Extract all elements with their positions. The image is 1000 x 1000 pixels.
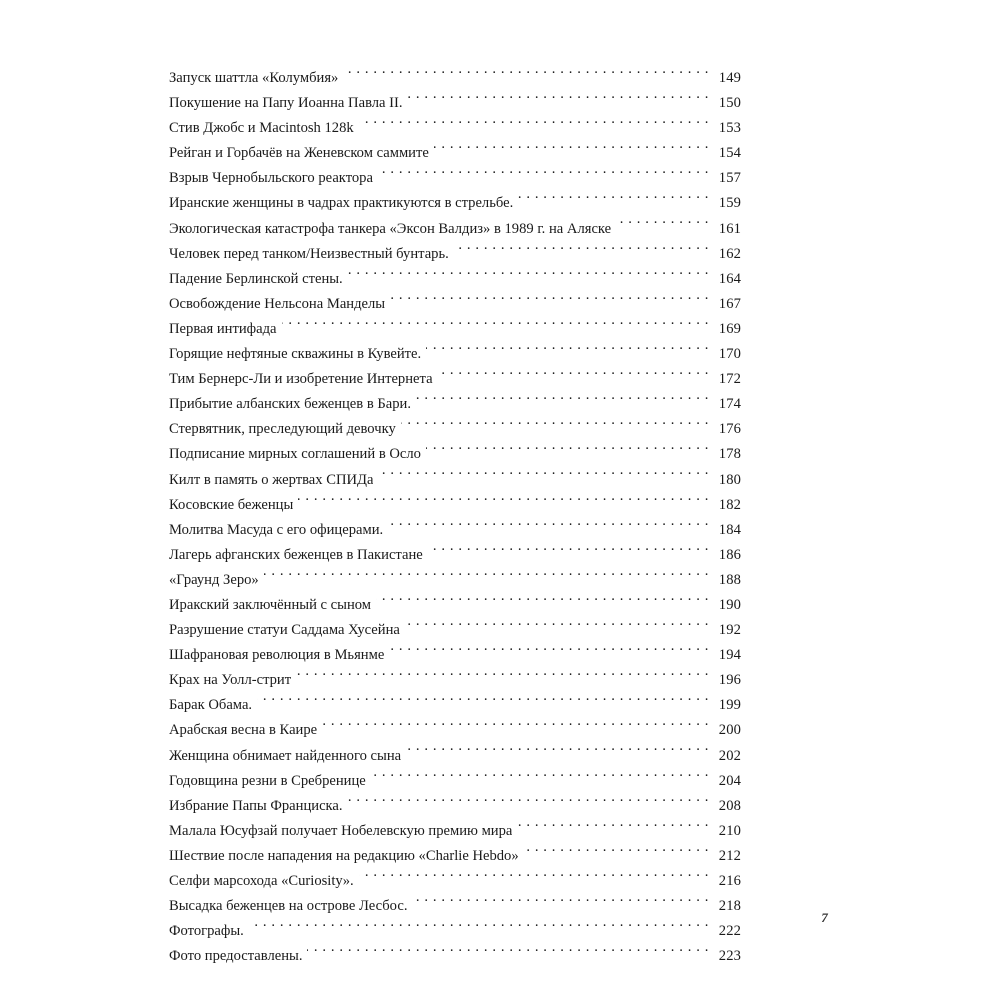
toc-entry-title: Годовщина резни в Сребренице: [169, 772, 366, 789]
toc-dot-leader: [322, 720, 709, 735]
toc-entry-title: Шествие после нападения на редакцию «Charlie Hebdo»: [169, 847, 519, 864]
toc-entry[interactable]: [169, 191, 741, 216]
toc-entry-page-number: 210: [718, 822, 741, 839]
toc-dot-leader: [416, 394, 709, 409]
toc-entry-page-number: 208: [718, 797, 741, 814]
toc-entry[interactable]: [169, 417, 741, 442]
toc-dot-leader: [371, 770, 709, 785]
toc-entry[interactable]: [169, 769, 741, 794]
toc-entry[interactable]: [169, 693, 741, 718]
toc-entry[interactable]: [169, 292, 741, 317]
toc-dot-leader: [348, 268, 709, 283]
toc-dot-leader: [434, 143, 709, 158]
toc-entry-page-number: 204: [718, 772, 741, 789]
toc-entry[interactable]: [169, 794, 741, 819]
toc-dot-leader: [257, 695, 709, 710]
toc-entry-title: Стив Джобс и Macintosh 128k: [169, 120, 354, 137]
toc-entry[interactable]: [169, 518, 741, 543]
toc-dot-leader: [517, 820, 709, 835]
toc-dot-leader: [454, 243, 709, 258]
toc-entry-page-number: 172: [718, 371, 741, 388]
toc-entry-title: Взрыв Чернобыльского реактора: [169, 170, 373, 187]
toc-entry-title: Покушение на Папу Иоанна Павла II.: [169, 95, 403, 112]
toc-entry-page-number: 167: [718, 295, 741, 312]
toc-entry[interactable]: [169, 844, 741, 869]
toc-dot-leader: [343, 67, 709, 82]
toc-entry-title: Разрушение статуи Саддама Хусейна: [169, 622, 400, 639]
toc-entry-page-number: 159: [718, 195, 741, 212]
toc-dot-leader: [406, 745, 709, 760]
toc-dot-leader: [616, 218, 709, 233]
toc-entry[interactable]: [169, 217, 741, 242]
toc-entry[interactable]: [169, 568, 741, 593]
toc-entry[interactable]: [169, 442, 741, 467]
toc-entry-title: Фотографы.: [169, 923, 244, 940]
toc-entry-title: Человек перед танком/Неизвестный бунтарь.: [169, 245, 449, 262]
toc-dot-leader: [390, 293, 709, 308]
toc-entry[interactable]: [169, 392, 741, 417]
toc-entry-title: Женщина обнимает найденного сына: [169, 747, 402, 764]
toc-entry-page-number: 196: [718, 672, 741, 689]
toc-dot-leader: [408, 93, 709, 108]
toc-entry-title: Экологическая катастрофа танкера «Эксон Валдиз» в 1989 г. на Аляске: [169, 220, 612, 237]
toc-entry-title: Иракский заключённый с сыном: [169, 596, 372, 613]
toc-entry-page-number: 184: [718, 521, 741, 538]
toc-entry-page-number: 192: [718, 622, 741, 639]
toc-entry[interactable]: [169, 242, 741, 267]
toc-dot-leader: [378, 469, 709, 484]
toc-entry-title: Освобождение Нельсона Манделы: [169, 295, 386, 312]
toc-dot-leader: [359, 870, 709, 885]
toc-entry-page-number: 212: [718, 847, 741, 864]
toc-entry-page-number: 153: [718, 120, 741, 137]
toc-entry-page-number: 188: [718, 571, 741, 588]
toc-entry-title: Рейган и Горбачёв на Женевском саммите: [169, 145, 429, 162]
toc-entry-title: Шафрановая революция в Мьянме: [169, 647, 385, 664]
toc-entry[interactable]: [169, 919, 741, 944]
toc-dot-leader: [518, 193, 709, 208]
toc-entry-page-number: 190: [718, 596, 741, 613]
toc-entry-page-number: 223: [718, 948, 741, 965]
toc-entry-page-number: 182: [718, 496, 741, 513]
toc-dot-leader: [348, 795, 709, 810]
toc-dot-leader: [298, 494, 709, 509]
toc-entry-title: Падение Берлинской стены.: [169, 270, 343, 287]
toc-entry[interactable]: [169, 543, 741, 568]
toc-entry-page-number: 176: [718, 421, 741, 438]
toc-dot-leader: [282, 318, 710, 333]
toc-dot-leader: [426, 343, 709, 358]
toc-dot-leader: [438, 369, 709, 384]
toc-entry-title: Косовские беженцы: [169, 496, 294, 513]
toc-dot-leader: [389, 645, 709, 660]
toc-entry-page-number: 169: [718, 320, 741, 337]
toc-entry-page-number: 200: [718, 722, 741, 739]
toc-entry-page-number: 199: [718, 697, 741, 714]
toc-dot-leader: [264, 569, 709, 584]
toc-entry[interactable]: [169, 869, 741, 894]
toc-entry[interactable]: [169, 91, 741, 116]
toc-dot-leader: [428, 544, 709, 559]
toc-entry[interactable]: [169, 267, 741, 292]
toc-entry-page-number: 154: [718, 145, 741, 162]
toc-entry[interactable]: [169, 66, 741, 91]
toc-entry[interactable]: [169, 317, 741, 342]
toc-entry-title: Фото предоставлены.: [169, 948, 303, 965]
toc-dot-leader: [296, 670, 709, 685]
toc-entry-title: Арабская весна в Каире: [169, 722, 318, 739]
toc-entry-page-number: 222: [718, 923, 741, 940]
toc-dot-leader: [405, 619, 709, 634]
toc-dot-leader: [401, 419, 709, 434]
toc-entry[interactable]: [169, 668, 741, 693]
toc-entry[interactable]: [169, 593, 741, 618]
toc-entry[interactable]: [169, 141, 741, 166]
toc-entry[interactable]: [169, 618, 741, 643]
toc-entry-page-number: 164: [718, 270, 741, 287]
page-folio: 7: [821, 910, 828, 925]
toc-entry-page-number: 161: [718, 220, 741, 237]
toc-entry[interactable]: [169, 819, 741, 844]
toc-dot-leader: [359, 118, 709, 133]
table-of-contents-list: [169, 66, 741, 969]
toc-entry-title: Первая интифада: [169, 320, 277, 337]
toc-entry-page-number: 162: [718, 245, 741, 262]
toc-entry-title: Селфи марсохода «Curiosity».: [169, 873, 354, 889]
toc-entry-title: Крах на Уолл-стрит: [169, 672, 292, 689]
toc-entry-page-number: 150: [718, 95, 741, 112]
toc-entry-title: Высадка беженцев на острове Лесбос.: [169, 898, 408, 915]
toc-entry[interactable]: [169, 468, 741, 493]
toc-dot-leader: [376, 594, 709, 609]
toc-entry[interactable]: [169, 718, 741, 743]
toc-dot-leader: [249, 921, 709, 936]
toc-entry-page-number: 202: [718, 747, 741, 764]
toc-entry-page-number: 180: [718, 471, 741, 488]
toc-entry-page-number: 170: [718, 346, 741, 363]
toc-entry-title: Лагерь афганских беженцев в Пакистане: [169, 546, 423, 563]
toc-dot-leader: [412, 896, 709, 911]
toc-dot-leader: [524, 845, 709, 860]
toc-entry-title: «Граунд Зеро»: [169, 571, 259, 588]
toc-entry[interactable]: [169, 643, 741, 668]
toc-entry-title: Барак Обама.: [169, 697, 253, 714]
toc-entry-page-number: 194: [718, 647, 741, 664]
toc-dot-leader: [426, 444, 709, 459]
toc-entry-page-number: 186: [718, 546, 741, 563]
toc-entry[interactable]: [169, 744, 741, 769]
toc-entry-title: Молитва Масуда с его офицерами.: [169, 521, 384, 538]
toc-entry-title: Малала Юсуфзай получает Нобелевскую премию мира: [169, 822, 513, 839]
toc-entry[interactable]: [169, 894, 741, 919]
toc-entry[interactable]: [169, 367, 741, 392]
toc-entry-title: Прибытие албанских беженцев в Бари.: [169, 396, 411, 413]
toc-entry[interactable]: [169, 116, 741, 141]
toc-entry-page-number: 157: [718, 170, 741, 187]
toc-entry-page-number: 216: [718, 873, 741, 889]
toc-dot-leader: [307, 946, 709, 961]
toc-entry-page-number: 174: [718, 396, 741, 413]
toc-dot-leader: [388, 519, 709, 534]
toc-entry-title: Горящие нефтяные скважины в Кувейте.: [169, 346, 422, 363]
toc-entry-title: Тим Бернерс-Ли и изобретение Интернета: [169, 371, 433, 388]
toc-entry-page-number: 149: [718, 70, 741, 86]
toc-entry[interactable]: [169, 944, 741, 969]
toc-entry[interactable]: [169, 166, 741, 191]
toc-entry-page-number: 218: [718, 898, 741, 915]
toc-entry-title: Стервятник, преследующий девочку: [169, 421, 396, 438]
toc-entry-title: Килт в память о жертвах СПИДа: [169, 471, 374, 488]
toc-entry-page-number: 178: [718, 446, 741, 463]
toc-entry-title: Избрание Папы Франциска.: [169, 797, 343, 814]
toc-entry-title: Запуск шаттла «Колумбия»: [169, 70, 339, 86]
toc-entry[interactable]: [169, 493, 741, 518]
toc-entry-title: Иранские женщины в чадрах практикуются в стрельбе.: [169, 195, 514, 212]
toc-entry[interactable]: [169, 342, 741, 367]
toc-dot-leader: [378, 168, 709, 183]
toc-entry-title: Подписание мирных соглашений в Осло: [169, 446, 421, 463]
